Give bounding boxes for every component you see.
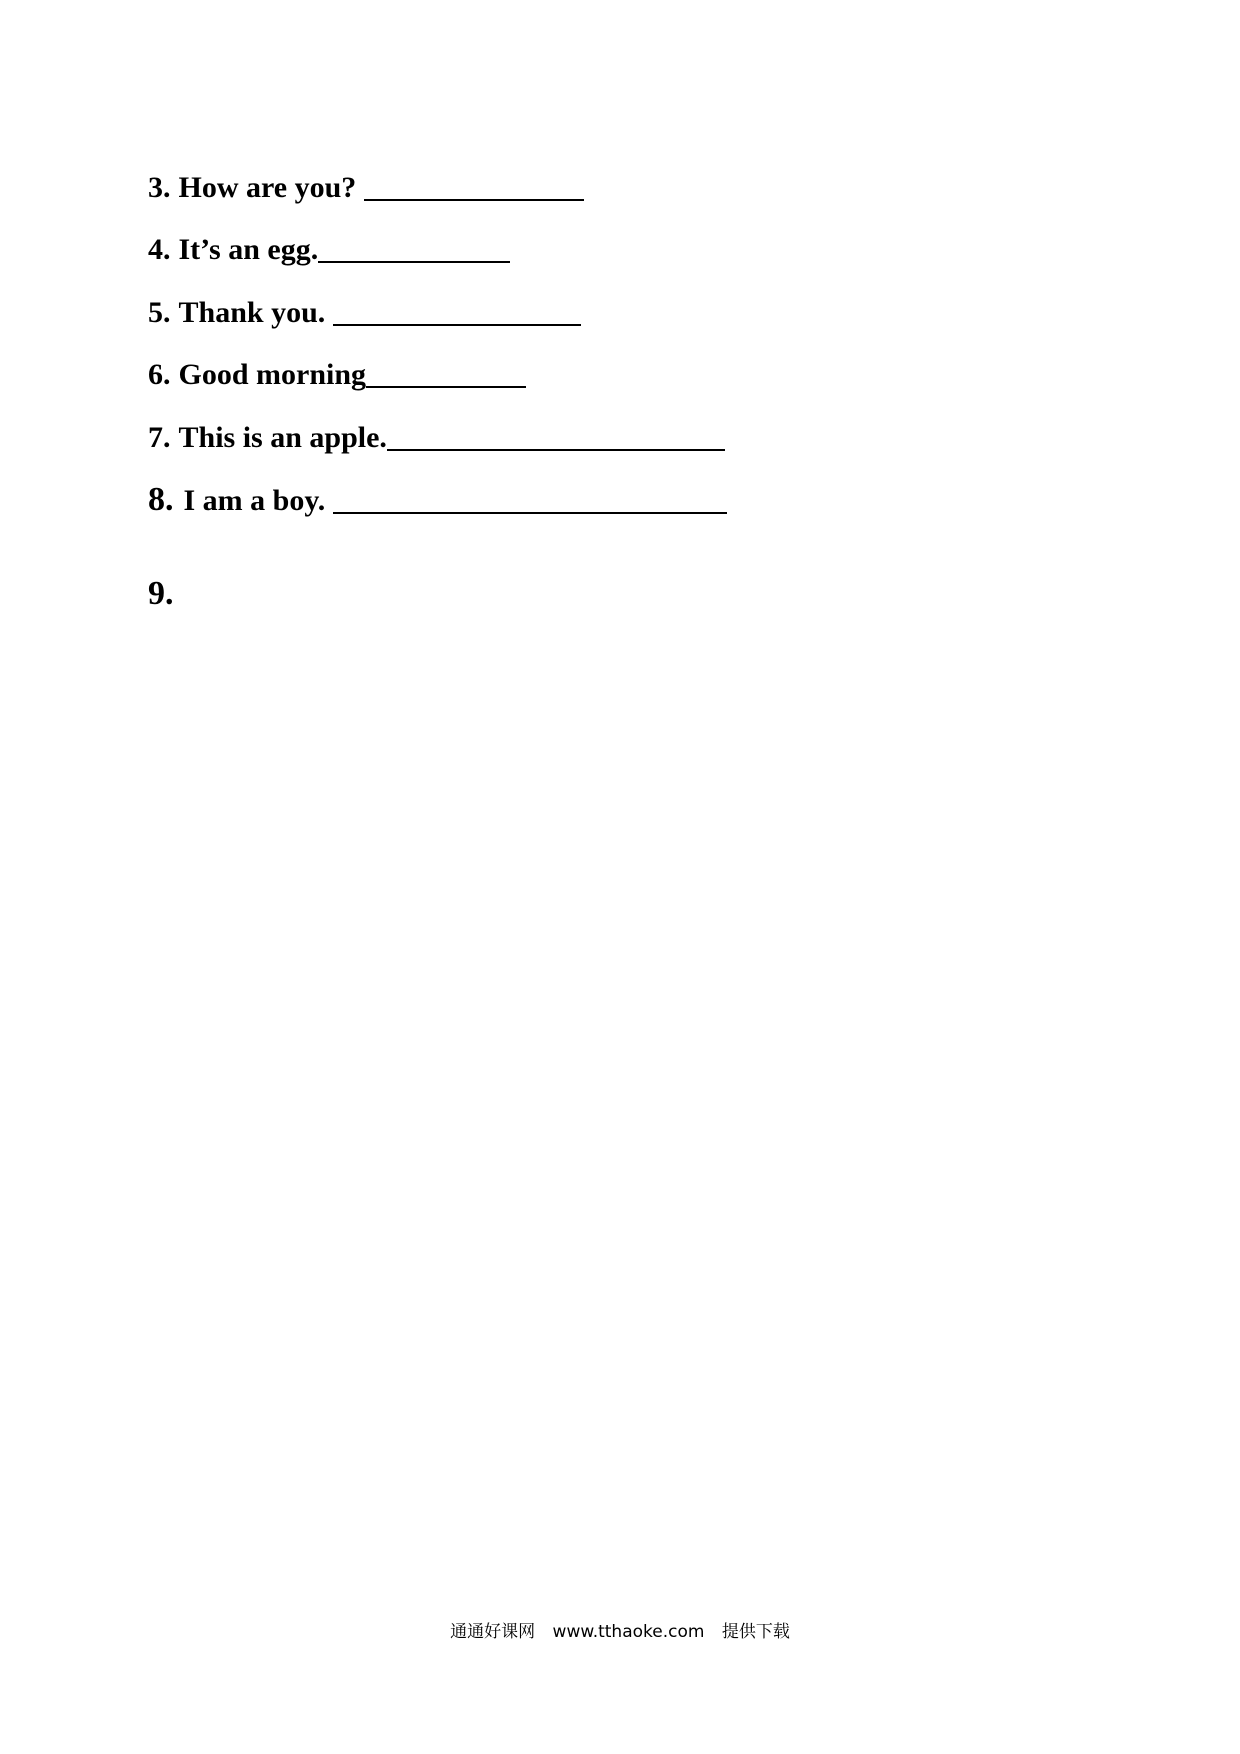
page-footer (0, 1620, 1240, 1644)
question-text: Thank you. (178, 296, 326, 329)
answer-blank[interactable] (333, 323, 581, 326)
question-9 (148, 576, 174, 612)
question-number: 4. (148, 233, 171, 266)
question-number: 6. (148, 358, 171, 391)
answer-blank[interactable] (364, 198, 584, 201)
question-text: It’s an egg. (178, 233, 319, 266)
question-number: 9. (148, 575, 174, 612)
question-text: How are you? (178, 171, 357, 204)
question-text: Good morning (178, 358, 367, 391)
question-number: 3. (148, 171, 171, 204)
answer-blank[interactable] (387, 448, 725, 451)
footer-note: 提供下载 (721, 1622, 790, 1642)
answer-blank[interactable] (366, 385, 526, 388)
question-7 (148, 420, 725, 456)
question-number: 8. (148, 481, 174, 518)
question-text: This is an apple. (178, 421, 387, 454)
question-3 (148, 170, 584, 206)
question-number: 7. (148, 421, 171, 454)
question-8 (148, 482, 727, 519)
question-5 (148, 295, 581, 331)
question-number: 5. (148, 296, 171, 329)
question-text: I am a boy. (183, 484, 326, 517)
footer-url: www.tthaoke.com (552, 1622, 705, 1642)
answer-blank[interactable] (333, 511, 727, 514)
answer-blank[interactable] (318, 260, 510, 263)
question-6 (148, 357, 526, 393)
footer-site-name: 通通好课网 (450, 1622, 536, 1642)
question-4 (148, 232, 510, 268)
